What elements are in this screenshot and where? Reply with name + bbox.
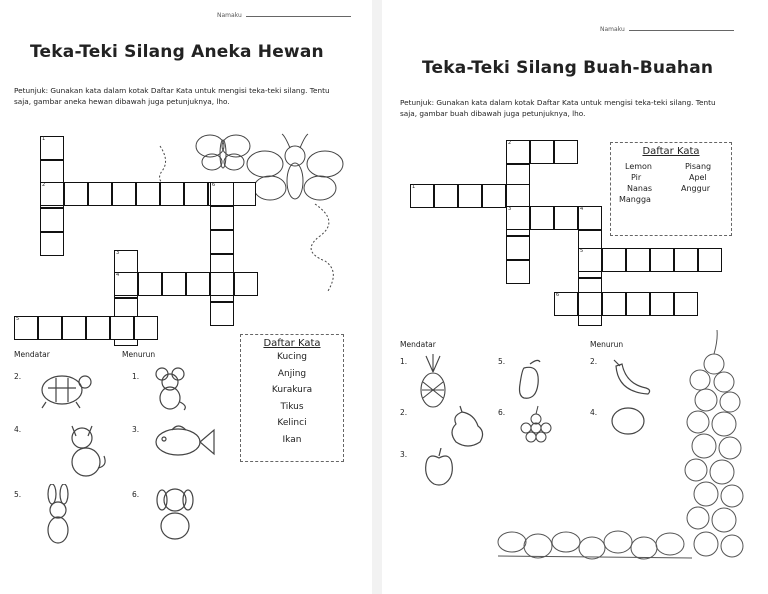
crossword-cell[interactable] bbox=[674, 248, 698, 272]
cell-number: 5 bbox=[16, 316, 20, 322]
crossword-cell[interactable] bbox=[134, 316, 158, 340]
crossword-cell[interactable] bbox=[136, 182, 160, 206]
word-list-item: Mangga bbox=[619, 195, 651, 204]
name-label: Namaku bbox=[600, 26, 625, 33]
cell-number: 2 bbox=[42, 182, 46, 188]
name-field[interactable] bbox=[600, 26, 734, 33]
clue-number: 2. bbox=[14, 372, 22, 381]
crossword-cell[interactable] bbox=[234, 272, 258, 296]
word-list-item: Kucing bbox=[276, 352, 308, 362]
page-title: Teka-Teki Silang Buah-Buahan bbox=[422, 58, 714, 78]
cell-number: 3 bbox=[508, 206, 512, 212]
crossword-cell[interactable] bbox=[434, 184, 458, 208]
crossword-cell[interactable] bbox=[530, 140, 554, 164]
crossword-cell[interactable] bbox=[86, 316, 110, 340]
crossword-cell[interactable] bbox=[698, 248, 722, 272]
word-list-item: Pisang bbox=[685, 162, 712, 171]
word-list-title: Daftar Kata bbox=[642, 146, 700, 157]
word-list-box bbox=[610, 142, 732, 236]
word-list-item: Tikus bbox=[280, 401, 304, 412]
crossword-cell[interactable] bbox=[674, 292, 698, 316]
clue-number: 6. bbox=[132, 490, 140, 499]
crossword-cell[interactable] bbox=[482, 184, 506, 208]
crossword-cell[interactable] bbox=[554, 206, 578, 230]
word-list-item: Kelinci bbox=[277, 418, 307, 428]
crossword-cell[interactable] bbox=[62, 316, 86, 340]
cell-number: 2 bbox=[508, 140, 512, 146]
clue-number: 4. bbox=[14, 425, 22, 434]
crossword-cell[interactable] bbox=[506, 236, 530, 260]
crossword-cell[interactable] bbox=[114, 272, 138, 296]
crossword-cell[interactable] bbox=[114, 250, 138, 274]
crossword-cell[interactable] bbox=[110, 316, 134, 340]
cell-number: 6 bbox=[212, 182, 216, 188]
crossword-cell[interactable] bbox=[40, 136, 64, 160]
crossword-cell[interactable] bbox=[506, 206, 530, 230]
crossword-cell[interactable] bbox=[506, 184, 530, 208]
word-list-item: Anggur bbox=[681, 184, 711, 193]
instructions: Petunjuk: Gunakan kata dalam kotak Daftar Kata untuk mengisi teka-teki silang. Tentu saja, gambar aneka hewan dibawah juga petunjuknya, lho. bbox=[14, 86, 330, 106]
word-list-title: Daftar Kata bbox=[263, 338, 321, 349]
crossword-cell[interactable] bbox=[186, 272, 210, 296]
instructions: Petunjuk: Gunakan kata dalam kotak Daftar Kata untuk mengisi teka-teki silang. Tentu saja, gambar buah dibawah juga petunjuknya, lho. bbox=[400, 98, 716, 118]
worksheet-animals bbox=[0, 0, 372, 594]
cell-number: 4 bbox=[580, 206, 584, 212]
crossword-cell[interactable] bbox=[38, 316, 62, 340]
name-field[interactable] bbox=[217, 12, 351, 19]
fruit-border-illustration bbox=[492, 330, 762, 570]
clue-number: 2. bbox=[400, 408, 408, 417]
across-heading: Mendatar bbox=[400, 340, 436, 349]
clue-number: 4. bbox=[590, 408, 598, 417]
fish-icon bbox=[150, 420, 216, 464]
name-label: Namaku bbox=[217, 12, 242, 19]
word-list-item: Pir bbox=[631, 173, 642, 182]
word-list-item: Nanas bbox=[627, 184, 653, 193]
cell-number: 1 bbox=[412, 184, 416, 190]
crossword-cell[interactable] bbox=[578, 206, 602, 230]
crossword-cell[interactable] bbox=[530, 206, 554, 230]
rabbit-icon bbox=[38, 484, 78, 546]
crossword-cell[interactable] bbox=[40, 182, 64, 206]
crossword-cell[interactable] bbox=[210, 302, 234, 326]
pear-icon bbox=[448, 402, 488, 448]
crossword-cell[interactable] bbox=[210, 182, 234, 206]
cat-icon bbox=[64, 420, 110, 478]
crossword-cell[interactable] bbox=[40, 232, 64, 256]
crossword-cell[interactable] bbox=[578, 248, 602, 272]
mouse-icon bbox=[150, 366, 190, 412]
word-list-box bbox=[240, 334, 344, 462]
crossword-cell[interactable] bbox=[160, 182, 184, 206]
worksheet-fruits bbox=[382, 0, 768, 594]
butterfly-icon bbox=[150, 126, 350, 296]
turtle-icon bbox=[34, 368, 92, 412]
crossword-cell[interactable] bbox=[650, 248, 674, 272]
crossword-cell[interactable] bbox=[210, 206, 234, 230]
clue-number: 5. bbox=[498, 357, 506, 366]
clue-number: 1. bbox=[132, 372, 140, 381]
clue-number: 1. bbox=[400, 357, 408, 366]
crossword-cell[interactable] bbox=[506, 140, 530, 164]
clue-number: 2. bbox=[590, 357, 598, 366]
word-list-item: Anjing bbox=[277, 368, 307, 379]
crossword-cell[interactable] bbox=[458, 184, 482, 208]
crossword-cell[interactable] bbox=[626, 292, 650, 316]
cell-number: 3 bbox=[116, 250, 120, 256]
crossword-cell[interactable] bbox=[578, 292, 602, 316]
crossword-cell[interactable] bbox=[650, 292, 674, 316]
crossword-cell[interactable] bbox=[210, 230, 234, 254]
crossword-cell[interactable] bbox=[602, 248, 626, 272]
down-heading: Menurun bbox=[590, 340, 624, 349]
crossword-cell[interactable] bbox=[626, 248, 650, 272]
crossword-cell[interactable] bbox=[232, 182, 256, 206]
crossword-cell[interactable] bbox=[410, 184, 434, 208]
word-list-item: Apel bbox=[689, 173, 707, 182]
clue-number: 5. bbox=[14, 490, 22, 499]
clue-number: 3. bbox=[132, 425, 140, 434]
apple-icon bbox=[422, 448, 456, 488]
across-heading: Mendatar bbox=[14, 350, 50, 359]
crossword-cell[interactable] bbox=[88, 182, 112, 206]
crossword-cell[interactable] bbox=[40, 160, 64, 184]
cell-number: 5 bbox=[580, 248, 584, 254]
dog-icon bbox=[152, 484, 198, 542]
cell-number: 1 bbox=[42, 136, 46, 142]
crossword-cell[interactable] bbox=[554, 292, 578, 316]
clue-number: 3. bbox=[400, 450, 408, 459]
crossword-cell[interactable] bbox=[40, 208, 64, 232]
crossword-cell[interactable] bbox=[210, 272, 234, 296]
crossword-cell[interactable] bbox=[162, 272, 186, 296]
word-list-item: Kurakura bbox=[271, 385, 313, 395]
cell-number: 6 bbox=[556, 292, 560, 298]
crossword-cell[interactable] bbox=[14, 316, 38, 340]
crossword-cell[interactable] bbox=[112, 182, 136, 206]
clue-number: 6. bbox=[498, 408, 506, 417]
cell-number: 4 bbox=[116, 272, 120, 278]
crossword-cell[interactable] bbox=[554, 140, 578, 164]
word-list-item: Ikan bbox=[282, 434, 302, 445]
down-heading: Menurun bbox=[122, 350, 156, 359]
word-list-item: Lemon bbox=[625, 162, 652, 171]
pineapple-icon bbox=[418, 354, 448, 410]
crossword-cell[interactable] bbox=[602, 292, 626, 316]
crossword-cell[interactable] bbox=[138, 272, 162, 296]
crossword-cell[interactable] bbox=[184, 182, 208, 206]
crossword-cell[interactable] bbox=[506, 260, 530, 284]
page-title: Teka-Teki Silang Aneka Hewan bbox=[30, 42, 324, 62]
crossword-cell[interactable] bbox=[64, 182, 88, 206]
